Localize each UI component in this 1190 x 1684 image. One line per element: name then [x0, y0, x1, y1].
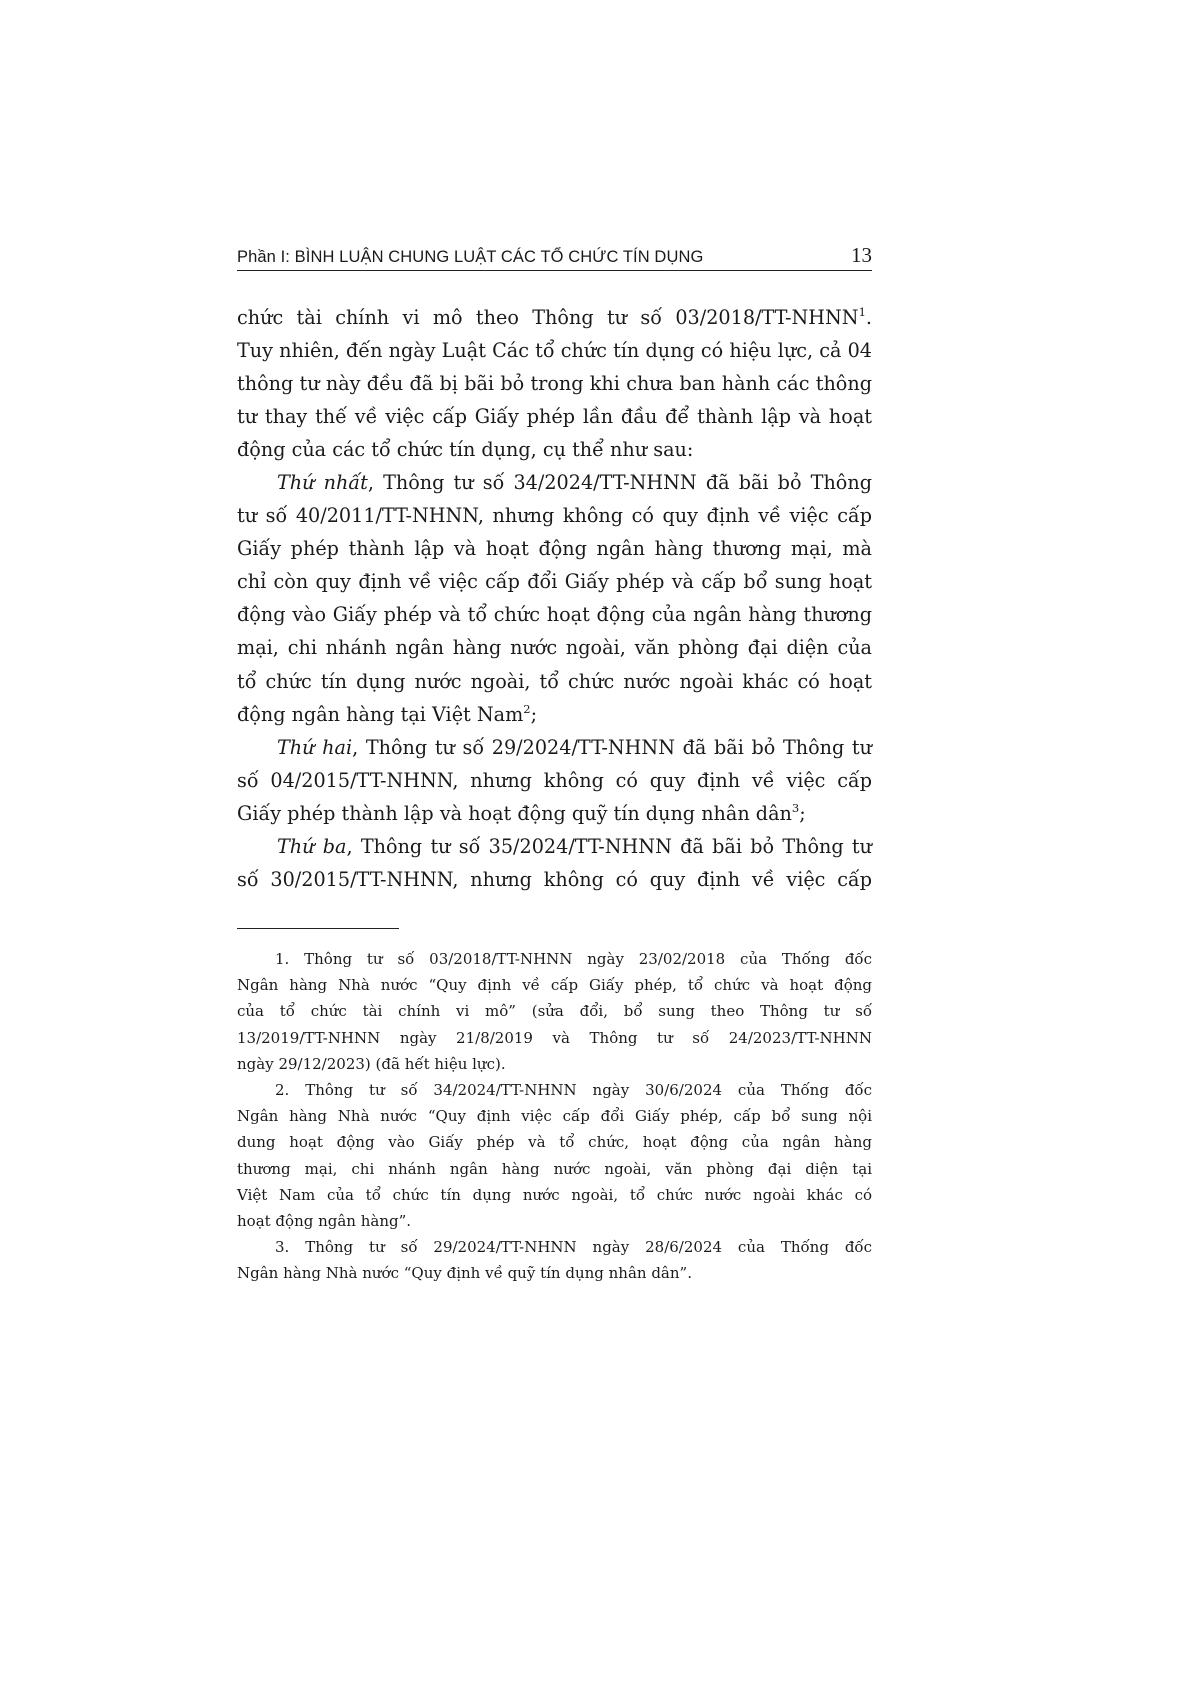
body-text: [237, 301, 872, 896]
line-text: tư số 40/2011/TT-NHNN, nhưng không có quy định về việc cấp: [237, 504, 872, 528]
line-text: thông tư này đều đã bị bãi bỏ trong khi chưa ban hành các thông: [237, 372, 872, 396]
text-line: [237, 1260, 872, 1286]
text-line: [237, 972, 872, 998]
line-text: 3. Thông tư số 29/2024/TT-NHNN ngày 28/6/2024 của Thống đốc: [275, 1238, 872, 1257]
text-line: [237, 698, 872, 731]
line-text: hoạt động ngân hàng”.: [237, 1211, 412, 1230]
running-header-title: Phần I: BÌNH LUẬN CHUNG LUẬT CÁC TỔ CHỨC TÍN DỤNG: [237, 248, 704, 266]
line-text: tư thay thế về việc cấp Giấy phép lần đầu để thành lập và hoạt: [237, 405, 872, 429]
text-line: [237, 532, 872, 565]
paragraph: [237, 466, 872, 730]
line-punctuation: .: [865, 306, 872, 329]
text-line: [237, 400, 872, 433]
text-line: [237, 433, 872, 466]
footnote: [237, 1234, 872, 1286]
text-line: [237, 1182, 872, 1208]
line-text: Tuy nhiên, đến ngày Luật Các tổ chức tín dụng có hiệu lực, cả 04: [237, 339, 872, 363]
footnote-marker: 1: [858, 304, 866, 319]
text-line: [237, 830, 872, 863]
text-line: [237, 1208, 872, 1234]
italic-lead: Thứ hai: [277, 735, 353, 759]
text-line: [237, 1129, 872, 1155]
line-text: Ngân hàng Nhà nước “Quy định về quỹ tín dụng nhân dân”.: [237, 1264, 692, 1283]
line-text: 13/2019/TT-NHNN ngày 21/8/2019 và Thông tư số 24/2023/TT-NHNN: [237, 1028, 872, 1047]
line-text: 2. Thông tư số 34/2024/TT-NHNN ngày 30/6/2024 của Thống đốc: [275, 1080, 872, 1099]
footnotes: [237, 946, 872, 1286]
text-line: [237, 1103, 872, 1129]
paragraph: [237, 830, 872, 896]
text-line: [237, 665, 872, 698]
italic-lead: Thứ ba: [277, 834, 347, 858]
text-line: [237, 764, 872, 797]
paragraph: [237, 731, 872, 830]
line-text: chỉ còn quy định về việc cấp đổi Giấy phép và cấp bổ sung hoạt: [237, 570, 872, 594]
line-text: tổ chức tín dụng nước ngoài, tổ chức nước ngoài khác có hoạt: [237, 669, 872, 693]
line-text: ngày 29/12/2023) (đã hết hiệu lực).: [237, 1054, 506, 1073]
text-line: [237, 367, 872, 400]
line-text: số 30/2015/TT-NHNN, nhưng không có quy định về việc cấp: [237, 867, 872, 891]
footnote-separator: [237, 928, 399, 929]
line-text: chức tài chính vi mô theo Thông tư số 03/2018/TT-NHNN: [237, 306, 859, 329]
italic-lead: Thứ nhất: [277, 471, 368, 495]
line-text: Giấy phép thành lập và hoạt động quỹ tín dụng nhân dân: [237, 801, 792, 825]
line-text: , Thông tư số 29/2024/TT-NHNN đã bãi bỏ Thông tư: [352, 735, 873, 759]
text-line: [237, 301, 872, 334]
text-line: [237, 466, 872, 499]
text-line: [237, 998, 872, 1024]
text-line: [237, 565, 872, 598]
page-number: 13: [851, 243, 872, 267]
text-line: [237, 334, 872, 367]
line-punctuation: ;: [530, 702, 538, 726]
line-text: Ngân hàng Nhà nước “Quy định về cấp Giấy phép, tổ chức và hoạt động: [237, 976, 872, 995]
text-line: [237, 631, 872, 664]
line-text: động vào Giấy phép và tổ chức hoạt động của ngân hàng thương: [237, 603, 872, 627]
line-text: thương mại, chi nhánh ngân hàng nước ngoài, văn phòng đại diện tại: [237, 1159, 872, 1178]
line-text: , Thông tư số 34/2024/TT-NHNN đã bãi bỏ Thông: [367, 471, 872, 495]
text-line: [237, 1025, 872, 1051]
running-header: [237, 243, 872, 271]
line-text: số 04/2015/TT-NHNN, nhưng không có quy định về việc cấp: [237, 768, 872, 792]
line-text: Giấy phép thành lập và hoạt động ngân hàng thương mại, mà: [237, 537, 872, 561]
line-text: mại, chi nhánh ngân hàng nước ngoài, văn phòng đại diện của: [237, 636, 872, 660]
text-line: [237, 797, 872, 830]
text-line: [237, 731, 872, 764]
line-text: động ngân hàng tại Việt Nam: [237, 702, 524, 726]
text-line: [237, 598, 872, 631]
line-text: 1. Thông tư số 03/2018/TT-NHNN ngày 23/02/2018 của Thống đốc: [275, 950, 872, 968]
text-line: [237, 863, 872, 896]
paragraph: [237, 301, 872, 466]
text-line: [237, 1051, 872, 1077]
footnote: [237, 946, 872, 1077]
line-text: Việt Nam của tổ chức tín dụng nước ngoài, tổ chức nước ngoài khác có: [237, 1185, 872, 1204]
line-text: Ngân hàng Nhà nước “Quy định việc cấp đổi Giấy phép, cấp bổ sung nội: [237, 1107, 872, 1126]
text-line: [237, 1156, 872, 1182]
line-text: dung hoạt động vào Giấy phép và tổ chức, hoạt động của ngân hàng: [237, 1133, 872, 1152]
line-text: của tổ chức tài chính vi mô” (sửa đổi, bổ sung theo Thông tư số: [237, 1002, 872, 1021]
text-line: [237, 1077, 872, 1103]
footnote-marker: 2: [523, 701, 531, 716]
text-line: [237, 1234, 872, 1260]
line-punctuation: ;: [799, 801, 806, 825]
text-line: [237, 946, 872, 972]
text-line: [237, 499, 872, 532]
line-text: , Thông tư số 35/2024/TT-NHNN đã bãi bỏ Thông tư: [346, 834, 872, 858]
footnote-marker: 3: [791, 800, 800, 815]
footnote: [237, 1077, 872, 1234]
line-text: động của các tổ chức tín dụng, cụ thể như sau:: [237, 438, 694, 462]
